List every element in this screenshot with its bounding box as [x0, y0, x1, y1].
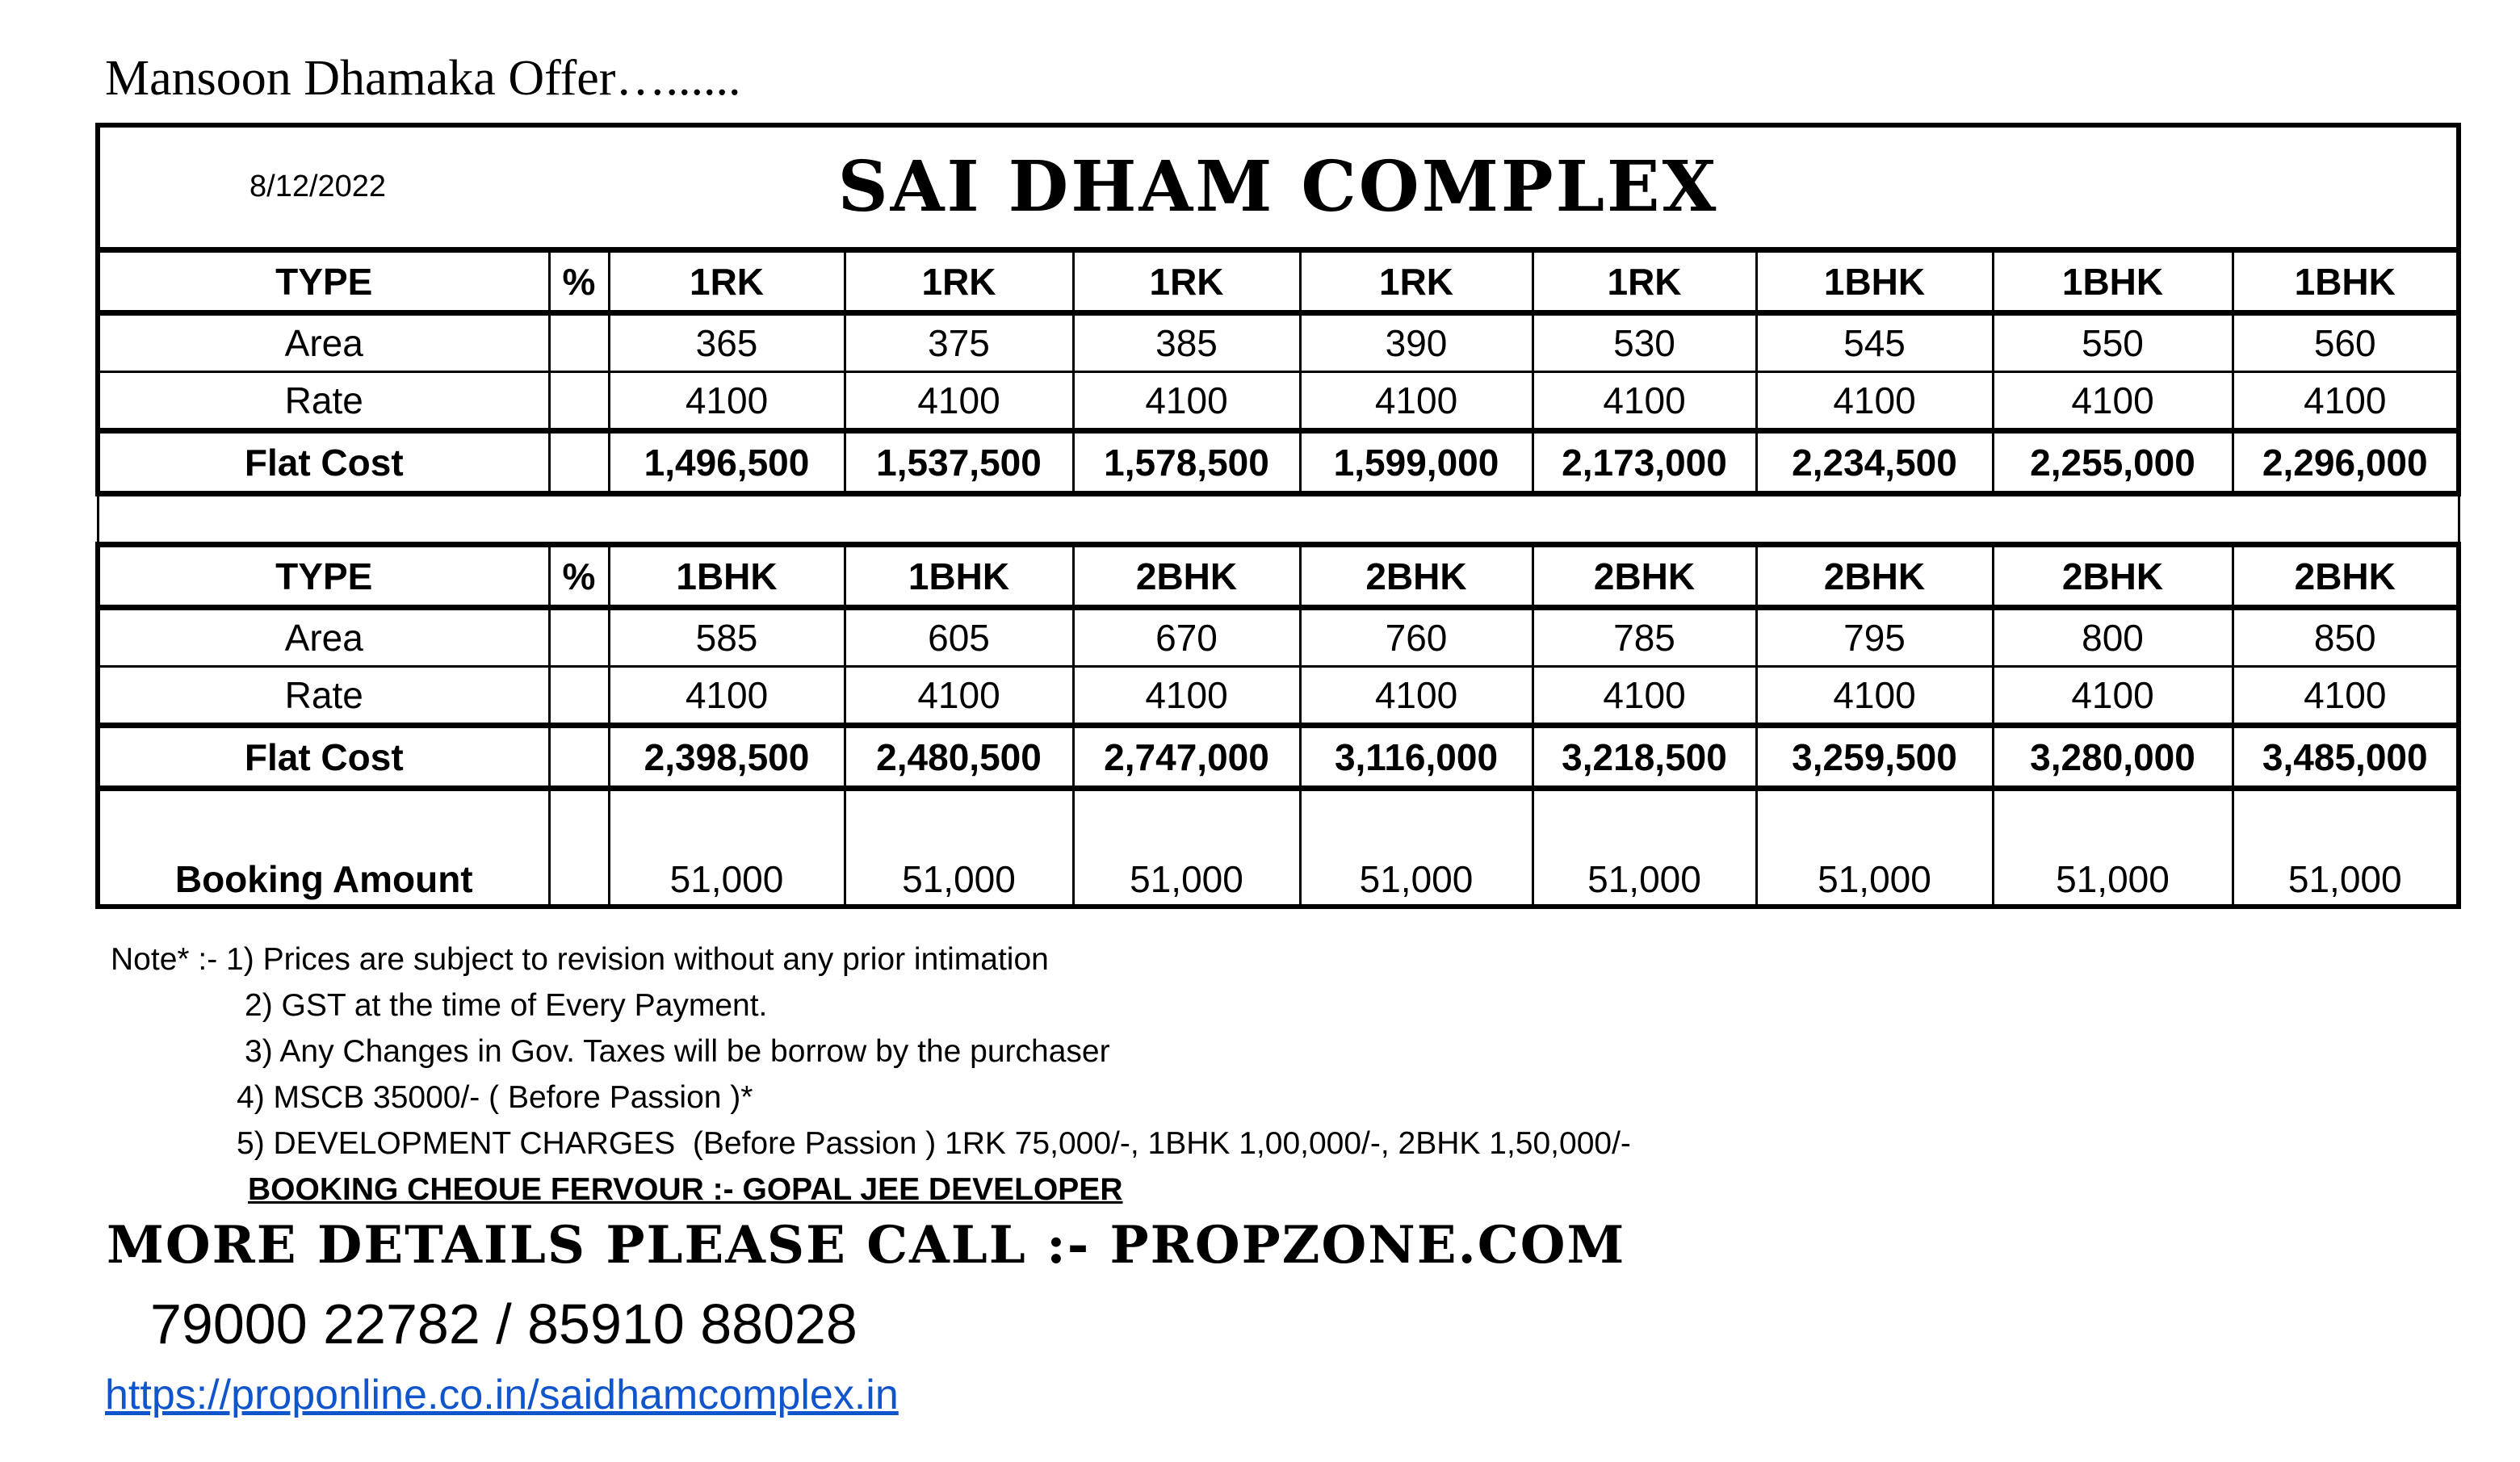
table-cell: 1BHK: [1993, 250, 2233, 313]
table-cell: 4100: [609, 667, 845, 726]
flat-cost-row: [98, 431, 2459, 494]
table-cell: 2,234,500: [1756, 431, 1993, 494]
table-cell: 785: [1533, 608, 1756, 667]
note-line: 4) MSCB 35000/- ( Before Passion )*: [237, 1080, 753, 1115]
table-cell: 3,485,000: [2233, 726, 2459, 789]
table-cell: 2,173,000: [1533, 431, 1756, 494]
table-cell: 2,480,500: [845, 726, 1073, 789]
notes-section: [111, 936, 1631, 1213]
date-label: 8/12/2022: [249, 170, 387, 203]
table-cell: 2,747,000: [1073, 726, 1300, 789]
table-cell: 2BHK: [1300, 545, 1533, 608]
table-cell: 4100: [1756, 372, 1993, 431]
table-cell: 4100: [1993, 372, 2233, 431]
row-label: Area: [98, 608, 549, 667]
table-cell: 4100: [2233, 372, 2459, 431]
price-table: [95, 123, 2461, 909]
table-cell: 365: [609, 313, 845, 372]
table-cell: 2BHK: [1756, 545, 1993, 608]
table-cell: 385: [1073, 313, 1300, 372]
table-cell: 1RK: [1073, 250, 1300, 313]
table-cell: 3,280,000: [1993, 726, 2233, 789]
table-cell: 1RK: [1300, 250, 1533, 313]
table-cell: 2,398,500: [609, 726, 845, 789]
row-label: TYPE: [98, 545, 549, 608]
table-cell: 2,255,000: [1993, 431, 2233, 494]
flat-cost-row: [98, 726, 2459, 789]
table-cell: 3,218,500: [1533, 726, 1756, 789]
table-cell: 3,259,500: [1756, 726, 1993, 789]
note-line: 5) DEVELOPMENT CHARGES (Before Passion ) 1RK 75,000/-, 1BHK 1,00,000/-, 2BHK 1,50,000/-: [237, 1126, 1631, 1161]
table-cell: 2BHK: [1993, 545, 2233, 608]
table-cell: 1BHK: [845, 545, 1073, 608]
rate-row: [98, 372, 2459, 431]
percent-cell: [549, 431, 609, 494]
rate-row: [98, 667, 2459, 726]
website-link[interactable]: https://proponline.co.in/saidhamcomplex.in: [105, 1372, 899, 1418]
table-cell: 850: [2233, 608, 2459, 667]
table-cell: 4100: [1300, 372, 1533, 431]
table-cell: 3,116,000: [1300, 726, 1533, 789]
spacer-cell: [98, 494, 2459, 545]
table-cell: 2BHK: [1533, 545, 1756, 608]
table-cell: 4100: [1993, 667, 2233, 726]
contact-callout: MORE DETAILS PLEASE CALL :- PROPZONE.COM: [107, 1215, 1626, 1276]
table-cell: 1RK: [845, 250, 1073, 313]
table-cell: 1,599,000: [1300, 431, 1533, 494]
table-cell: 390: [1300, 313, 1533, 372]
table-cell: 2BHK: [1073, 545, 1300, 608]
note-line: 3) Any Changes in Gov. Taxes will be borrow by the purchaser: [245, 1034, 1110, 1069]
table-cell: 2BHK: [2233, 545, 2459, 608]
type-row: [98, 545, 2459, 608]
percent-cell: [549, 667, 609, 726]
table-cell: 51,000: [1993, 789, 2233, 907]
percent-header: %: [549, 250, 609, 313]
table-cell: 51,000: [1073, 789, 1300, 907]
row-label: Rate: [98, 667, 549, 726]
table-cell: 560: [2233, 313, 2459, 372]
title-cell: [98, 125, 2459, 250]
offer-headline: Mansoon Dhamaka Offer…......: [105, 51, 741, 106]
table-cell: 1BHK: [2233, 250, 2459, 313]
percent-cell: [549, 372, 609, 431]
table-cell: 4100: [845, 372, 1073, 431]
table-cell: 4100: [1073, 372, 1300, 431]
percent-cell: [549, 789, 609, 907]
table-cell: 375: [845, 313, 1073, 372]
table-cell: 1,496,500: [609, 431, 845, 494]
area-row: [98, 608, 2459, 667]
table-cell: 550: [1993, 313, 2233, 372]
table-cell: 670: [1073, 608, 1300, 667]
table-cell: 800: [1993, 608, 2233, 667]
row-label: Area: [98, 313, 549, 372]
table-cell: 1RK: [609, 250, 845, 313]
row-label: TYPE: [98, 250, 549, 313]
table-cell: 1,537,500: [845, 431, 1073, 494]
row-label: Rate: [98, 372, 549, 431]
table-cell: 51,000: [1756, 789, 1993, 907]
table-cell: 605: [845, 608, 1073, 667]
area-row: [98, 313, 2459, 372]
table-cell: 4100: [1756, 667, 1993, 726]
table-cell: 51,000: [1533, 789, 1756, 907]
table-cell: 1BHK: [1756, 250, 1993, 313]
percent-cell: [549, 726, 609, 789]
percent-cell: [549, 608, 609, 667]
table-cell: 4100: [1073, 667, 1300, 726]
table-cell: 51,000: [845, 789, 1073, 907]
cheque-favour-line: BOOKING CHEOUE FERVOUR :- GOPAL JEE DEVELOPER: [248, 1172, 1123, 1207]
table-cell: 760: [1300, 608, 1533, 667]
table-cell: 4100: [1533, 667, 1756, 726]
table-cell: 530: [1533, 313, 1756, 372]
table-cell: 4100: [845, 667, 1073, 726]
project-title: SAI DHAM COMPLEX: [837, 146, 1719, 228]
table-cell: 1RK: [1533, 250, 1756, 313]
table-cell: 585: [609, 608, 845, 667]
table-cell: 1,578,500: [1073, 431, 1300, 494]
table-cell: 1BHK: [609, 545, 845, 608]
table-cell: 795: [1756, 608, 1993, 667]
row-label: Flat Cost: [98, 431, 549, 494]
note-line: Note* :- 1) Prices are subject to revision without any prior intimation: [111, 942, 1049, 977]
table-cell: 51,000: [2233, 789, 2459, 907]
table-cell: 4100: [1300, 667, 1533, 726]
table-cell: 4100: [609, 372, 845, 431]
type-row: [98, 250, 2459, 313]
table-cell: 51,000: [609, 789, 845, 907]
spacer-row: [98, 494, 2459, 545]
percent-header: %: [549, 545, 609, 608]
row-label: Flat Cost: [98, 726, 549, 789]
booking-amount-row: [98, 789, 2459, 907]
table-cell: 4100: [1533, 372, 1756, 431]
percent-cell: [549, 313, 609, 372]
table-cell: 545: [1756, 313, 1993, 372]
table-cell: 2,296,000: [2233, 431, 2459, 494]
table-cell: 4100: [2233, 667, 2459, 726]
note-line: 2) GST at the time of Every Payment.: [245, 988, 768, 1023]
row-label: Booking Amount: [98, 789, 549, 907]
phone-numbers: 79000 22782 / 85910 88028: [150, 1292, 857, 1355]
table-cell: 51,000: [1300, 789, 1533, 907]
